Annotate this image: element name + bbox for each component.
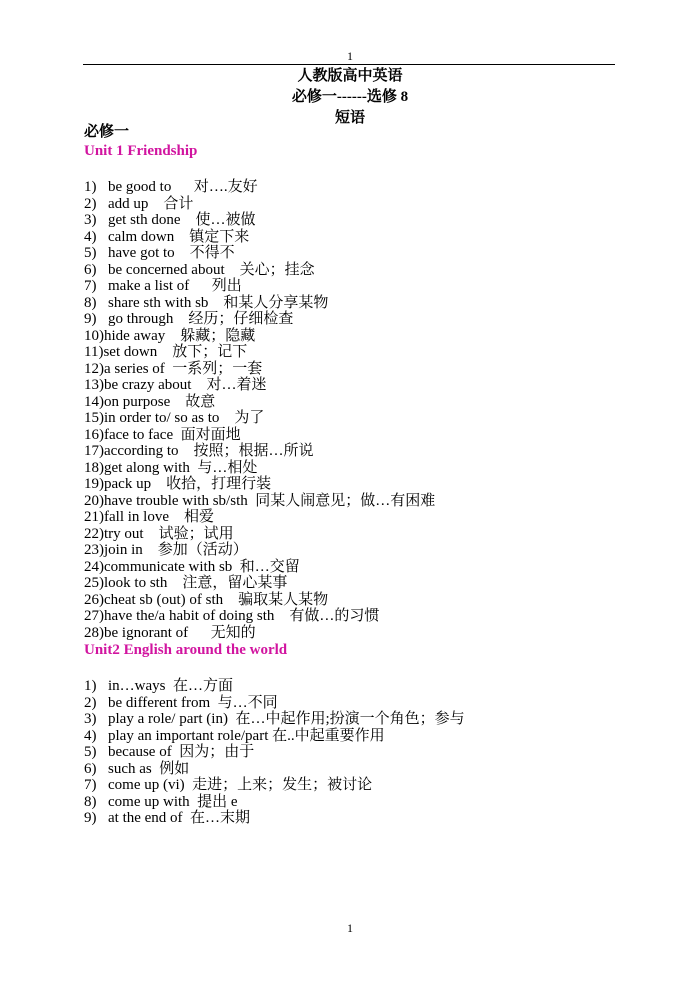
phrase-text: at the end of 在…末期 bbox=[108, 810, 251, 826]
phrase-number: 4) bbox=[84, 727, 97, 744]
phrase-item bbox=[84, 196, 624, 213]
phrase-item bbox=[84, 559, 624, 576]
phrase-item bbox=[84, 761, 624, 778]
phrase-item bbox=[84, 777, 624, 794]
phrase-number: 11) bbox=[84, 344, 104, 360]
phrase-number: 24) bbox=[84, 558, 104, 575]
phrase-number: 3) bbox=[84, 711, 97, 727]
phrase-text: play a role/ part (in) 在…中起作用;扮演一个角色；参与 bbox=[108, 711, 465, 727]
phrase-text: be concerned about 关心；挂念 bbox=[108, 261, 315, 278]
phrase-number: 19) bbox=[84, 476, 104, 492]
phrase-number: 12) bbox=[84, 360, 104, 377]
phrase-item bbox=[84, 344, 624, 361]
phrase-item bbox=[84, 810, 624, 827]
phrase-item bbox=[84, 608, 624, 625]
phrase-number: 18) bbox=[84, 459, 104, 476]
phrase-text: get sth done 使…被做 bbox=[108, 212, 256, 228]
phrase-number: 26) bbox=[84, 591, 104, 608]
phrase-number: 1) bbox=[84, 179, 97, 195]
phrase-item bbox=[84, 361, 624, 378]
phrase-text: be different from 与…不同 bbox=[108, 694, 278, 711]
phrase-number: 6) bbox=[84, 760, 97, 777]
phrase-number: 3) bbox=[84, 212, 97, 228]
phrase-item bbox=[84, 526, 624, 543]
phrase-text: in…ways 在…方面 bbox=[108, 678, 233, 694]
phrase-text: look to sth 注意，留心某事 bbox=[104, 575, 288, 591]
phrase-item bbox=[84, 744, 624, 761]
phrase-item bbox=[84, 695, 624, 712]
phrase-text: come up (vi) 走进；上来；发生；被讨论 bbox=[108, 777, 373, 793]
phrase-number: 17) bbox=[84, 443, 104, 459]
phrase-text: be crazy about 对…着迷 bbox=[104, 377, 267, 393]
phrase-text: according to 按照；根据…所说 bbox=[104, 443, 314, 459]
phrase-item bbox=[84, 245, 624, 262]
phrase-item bbox=[84, 262, 624, 279]
title-line-2: 必修一------选修 8 bbox=[291, 89, 409, 105]
phrase-item bbox=[84, 542, 624, 559]
phrase-item bbox=[84, 509, 624, 526]
phrase-number: 2) bbox=[84, 694, 97, 711]
phrase-text: have the/a habit of doing sth 有做…的习惯 bbox=[104, 608, 380, 624]
phrase-text: have got to 不得不 bbox=[108, 245, 235, 261]
phrase-number: 15) bbox=[84, 410, 104, 426]
phrase-item bbox=[84, 311, 624, 328]
phrase-item bbox=[84, 443, 624, 460]
phrase-number: 27) bbox=[84, 608, 104, 624]
phrase-text: pack up 收拾，打理行装 bbox=[104, 476, 272, 492]
phrase-item bbox=[84, 711, 624, 728]
document-body bbox=[84, 123, 624, 827]
phrase-list-unit-2 bbox=[84, 678, 624, 827]
phrase-number: 1) bbox=[84, 678, 97, 694]
phrase-number: 28) bbox=[84, 624, 104, 641]
phrase-number: 8) bbox=[84, 793, 97, 810]
phrase-text: share sth with sb 和某人分享某物 bbox=[108, 294, 329, 311]
phrase-item bbox=[84, 575, 624, 592]
phrase-text: join in 参加（活动） bbox=[104, 542, 248, 558]
phrase-text: make a list of 列出 bbox=[108, 278, 242, 294]
phrase-text: set down 放下；记下 bbox=[103, 344, 248, 360]
phrase-item bbox=[84, 476, 624, 493]
phrase-item bbox=[84, 229, 624, 246]
phrase-number: 2) bbox=[84, 195, 97, 212]
phrase-number: 8) bbox=[84, 294, 97, 311]
phrase-item bbox=[84, 377, 624, 394]
phrase-text: on purpose 故意 bbox=[104, 393, 216, 410]
title-line-1: 人教版高中英语 bbox=[297, 68, 403, 84]
phrase-text: face to face 面对面地 bbox=[104, 426, 241, 443]
page-number-bottom: 1 bbox=[347, 921, 353, 935]
phrase-item bbox=[84, 794, 624, 811]
unit-heading: Unit2 English around the world bbox=[84, 642, 288, 658]
phrase-number: 14) bbox=[84, 393, 104, 410]
spacer bbox=[84, 161, 624, 179]
phrase-text: try out 试验；试用 bbox=[104, 525, 234, 542]
phrase-item bbox=[84, 592, 624, 609]
phrase-text: hide away 躲藏；隐藏 bbox=[104, 327, 256, 344]
phrase-text: cheat sb (out) of sth 骗取某人某物 bbox=[104, 591, 329, 608]
phrase-text: in order to/ so as to 为了 bbox=[104, 410, 265, 426]
phrase-text: go through 经历；仔细检查 bbox=[108, 311, 294, 327]
phrase-text: a series of 一系列；一套 bbox=[104, 360, 263, 377]
phrase-number: 21) bbox=[84, 509, 104, 525]
phrase-item bbox=[84, 328, 624, 345]
phrase-text: communicate with sb 和…交留 bbox=[104, 558, 300, 575]
phrase-item bbox=[84, 295, 624, 312]
phrase-item bbox=[84, 394, 624, 411]
spacer bbox=[84, 660, 624, 678]
phrase-item bbox=[84, 493, 624, 510]
phrase-text: fall in love 相爱 bbox=[104, 509, 214, 525]
phrase-item bbox=[84, 427, 624, 444]
phrase-list-unit-1 bbox=[84, 179, 624, 641]
phrase-text: have trouble with sb/sth 同某人闹意见；做…有困难 bbox=[104, 492, 436, 509]
phrase-text: such as 例如 bbox=[108, 760, 190, 777]
header-rule bbox=[83, 64, 615, 65]
phrase-number: 16) bbox=[84, 426, 104, 443]
phrase-item bbox=[84, 728, 624, 745]
phrase-number: 23) bbox=[84, 542, 104, 558]
phrase-text: get along with 与…相处 bbox=[104, 459, 258, 476]
phrase-number: 4) bbox=[84, 228, 97, 245]
phrase-number: 9) bbox=[84, 810, 97, 826]
phrase-number: 7) bbox=[84, 777, 97, 793]
phrase-text: be good to 对….友好 bbox=[108, 179, 258, 195]
section-label: 必修一 bbox=[84, 124, 130, 140]
phrase-item bbox=[84, 625, 624, 642]
phrase-item bbox=[84, 179, 624, 196]
phrase-item bbox=[84, 212, 624, 229]
phrase-number: 22) bbox=[84, 525, 104, 542]
phrase-text: because of 因为；由于 bbox=[108, 744, 255, 760]
phrase-text: play an important role/part 在..中起重要作用 bbox=[108, 727, 385, 744]
phrase-number: 5) bbox=[84, 744, 97, 760]
title-line-3: 短语 bbox=[334, 110, 365, 126]
phrase-number: 13) bbox=[84, 377, 104, 393]
phrase-text: add up 合计 bbox=[108, 195, 194, 212]
phrase-number: 25) bbox=[84, 575, 104, 591]
document-titles bbox=[0, 66, 700, 129]
phrase-item bbox=[84, 460, 624, 477]
phrase-text: come up with 提出 e bbox=[108, 793, 238, 810]
phrase-item bbox=[84, 278, 624, 295]
phrase-text: calm down 镇定下来 bbox=[108, 228, 250, 245]
phrase-item bbox=[84, 678, 624, 695]
phrase-number: 6) bbox=[84, 261, 97, 278]
phrase-text: be ignorant of 无知的 bbox=[104, 624, 256, 641]
phrase-number: 10) bbox=[84, 327, 104, 344]
phrase-number: 20) bbox=[84, 492, 104, 509]
page-number-top: 1 bbox=[347, 49, 353, 63]
phrase-number: 7) bbox=[84, 278, 97, 294]
phrase-number: 9) bbox=[84, 311, 97, 327]
phrase-number: 5) bbox=[84, 245, 97, 261]
unit-heading: Unit 1 Friendship bbox=[84, 143, 198, 159]
phrase-item bbox=[84, 410, 624, 427]
